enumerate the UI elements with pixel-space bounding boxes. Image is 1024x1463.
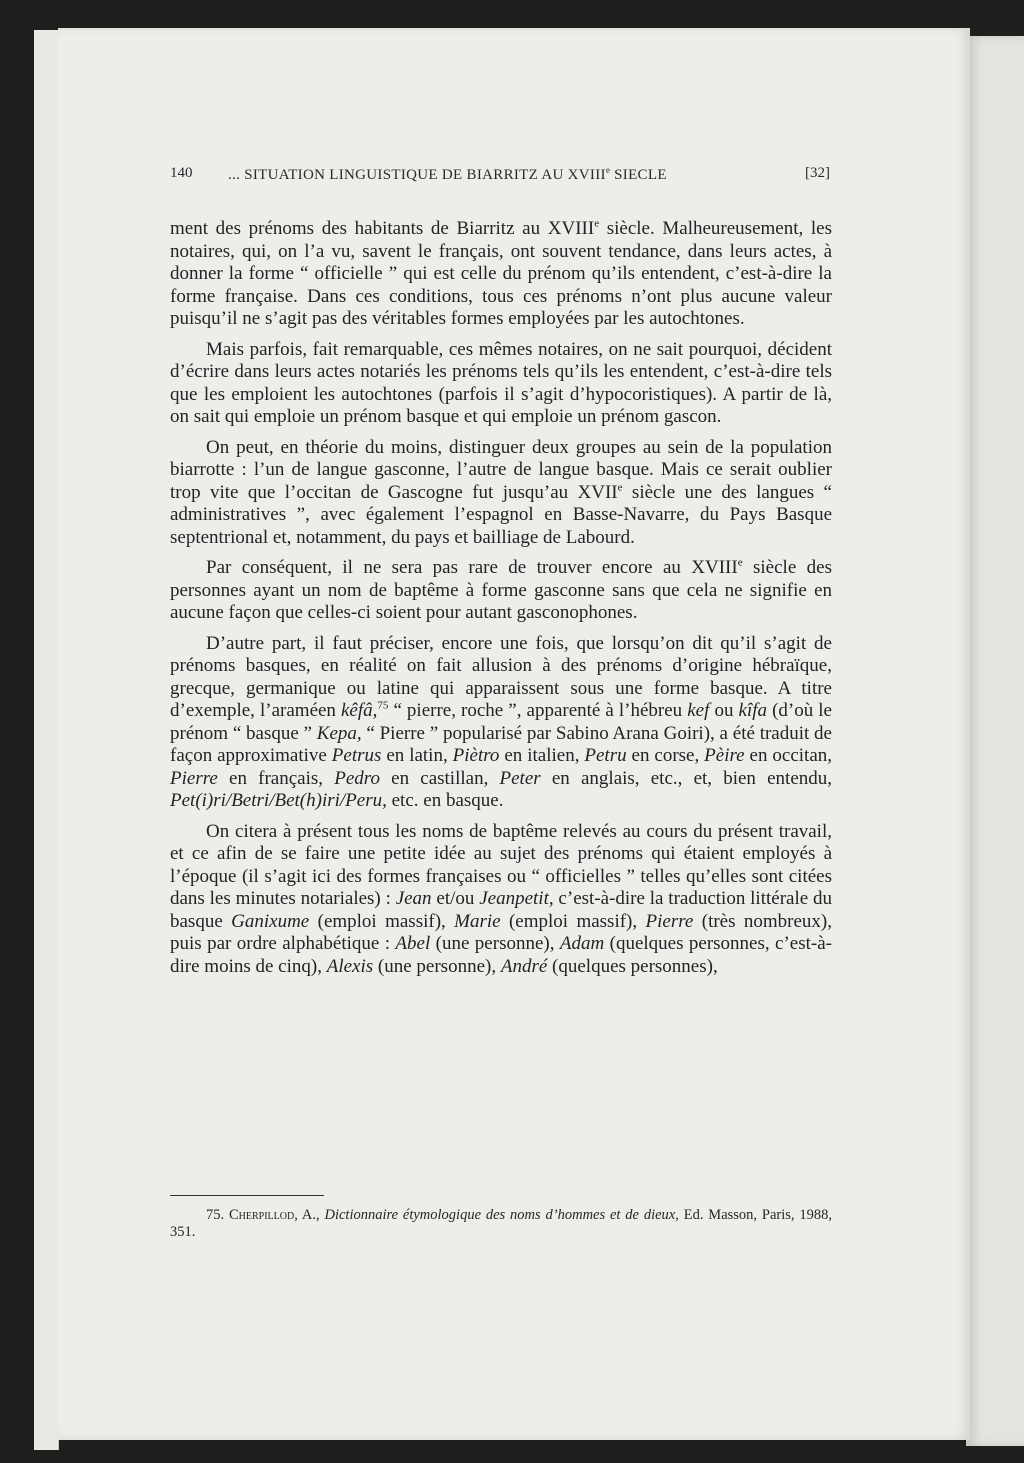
footnote-title: Dictionnaire étymologique des noms d’hommes et de dieux, xyxy=(324,1207,679,1223)
footnote-author: Cherpillod xyxy=(228,1207,295,1223)
body-text xyxy=(170,218,832,986)
section-reference: [32] xyxy=(805,165,830,181)
facing-page-edge xyxy=(966,36,1024,1446)
footnote-reference: 75 xyxy=(377,699,389,712)
paragraph-5: D’autre part, il faut préciser, encore une fois, que lorsqu’on dit qu’il s’agit de prénoms basques, en réalité on fait allusion à des prénoms d’origine hébraïque, grecque, germanique ou latine qui apparaissent sous une forme basque. A titre d’exemple, l’araméen kêfâ,$^{75}$ “ pierre, roche ”, apparenté à l’hébreu kef ou kîfa (d’où le prénom “ basque ” Kepa, “ Pierre ” popularisé par Sabino Arana Goiri), a été traduit de façon approximative Petrus en latin, Piètro en italien, Petru en corse, Pèire en occitan, Pierre en français, Pedro en castillan, Peter en anglais, etc., et, bien entendu, Pet(i)ri/Betri/Bet(h)iri/Peru, etc. en basque. xyxy=(170,632,833,811)
paragraph-1: ment des prénoms des habitants de Biarritz au XVIIIe siècle. Malheureusement, les notaires, qui, on l’a vu, savent le français, ont souvent tendance, dans leurs actes, à donner la forme “ officielle ” qui est celle du prénom qu’ils entendent, c’est-à-dire la forme française. Dans ces conditions, tous ces prénoms n’ont plus aucune valeur puisqu’il ne s’agit pas des véritables formes employées par les autochtones. xyxy=(170,217,832,329)
paragraph-3: On peut, en théorie du moins, distinguer deux groupes au sein de la population biarrotte : l’un de langue gasconne, l’autre de langue basque. Mais ce serait oublier trop vite que l’occitan de Gascogne fut jusqu’au XVIIe siècle une des langues “ administratives ”, avec également l’espagnol en Basse-Navarre, du Pays Basque septentrional et, notamment, du pays et bailliage de Labourd. xyxy=(170,436,832,548)
page-number: 140 xyxy=(170,165,193,181)
footnote-divider xyxy=(170,1195,324,1196)
footnote-number: 75. xyxy=(206,1207,229,1223)
paragraph-4: Par conséquent, il ne sera pas rare de trouver encore au XVIIIe siècle des personnes ayant un nom de baptême à forme gasconne sans que cela ne signifie en aucune façon que celles-ci soient pour autant gasconophones. xyxy=(170,556,832,623)
running-title: ... SITUATION LINGUISTIQUE DE BIARRITZ AU XVIIIe SIECLE xyxy=(228,165,667,183)
paragraph-6: On citera à présent tous les noms de baptême relevés au cours du présent travail, et ce afin de se faire une petite idée au sujet des prénoms qui étaient employés à l’époque (il s’agit ici des formes françaises ou “ officielles ” telles qu’elles sont citées dans les minutes notariales) : Jean et/ou Jeanpetit, c’est-à-dire la traduction littérale du basque Ganixume (emploi massif), Marie (emploi massif), Pierre (très nombreux), puis par ordre alphabétique : Abel (une personne), Adam (quelques personnes, c’est-à-dire moins de cinq), Alexis (une personne), André (quelques personnes), xyxy=(170,820,832,977)
footnote-75: 75. Cherpillod, A., Dictionnaire étymologique des noms d’hommes et de dieux, Ed. Masson, Paris, 1988, 351. xyxy=(170,1207,832,1240)
paragraph-2: Mais parfois, fait remarquable, ces mêmes notaires, on ne sait pourquoi, décident d’écrire dans leurs actes notariés les prénoms tels qu’ils les entendent, c’est-à-dire tels que les emploient les autochtones (parfois il s’agit d’hypocoristiques). A partir de là, on sait qui emploie un prénom basque et qui emploie un prénom gascon. xyxy=(170,338,832,427)
